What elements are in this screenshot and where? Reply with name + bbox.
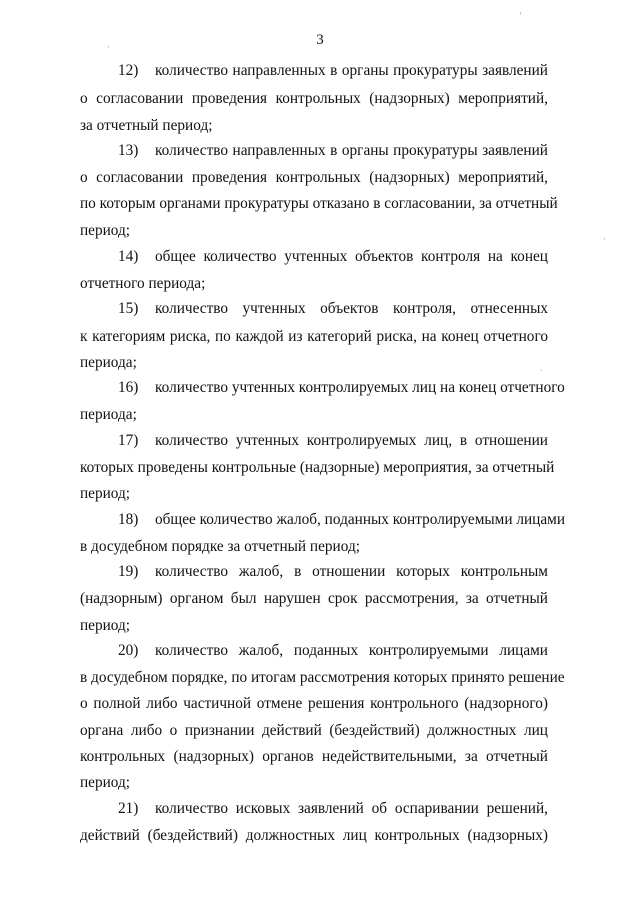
- item-first-line: количество учтенных объектов контроля, отнесенных: [155, 300, 548, 317]
- item-text-line: (надзорным) органом был нарушен срок рассмотрения, за отчетный: [80, 590, 548, 607]
- item-number: 20): [118, 642, 139, 659]
- item-text-line: в досудебном порядке, по итогам рассмотрения которых принято решение: [80, 669, 565, 686]
- item-first-line: количество учтенных контролируемых лиц на конец отчетного: [155, 379, 565, 396]
- item-text-line: в досудебном порядке за отчетный период;: [80, 538, 360, 555]
- item-number: 18): [118, 511, 139, 528]
- item-text-line: за отчетный период;: [80, 117, 213, 134]
- item-first-line: количество жалоб, в отношении которых контрольным: [155, 563, 548, 580]
- item-text-line: периода;: [80, 406, 137, 423]
- item-text-line: органа либо о признании действий (бездействий) должностных лиц: [80, 722, 548, 739]
- item-text-line: о согласовании проведения контрольных (надзорных) мероприятий,: [80, 90, 548, 107]
- item-number: 14): [118, 248, 139, 265]
- item-text-line: период;: [80, 485, 131, 502]
- item-number: 16): [118, 379, 139, 396]
- item-number: 13): [118, 142, 139, 159]
- item-first-line: количество жалоб, поданных контролируемыми лицами: [155, 642, 548, 659]
- page-number: 3: [316, 32, 324, 48]
- item-first-line: количество учтенных контролируемых лиц, в отношении: [155, 432, 548, 449]
- item-text-line: по которым органами прокуратуры отказано в согласовании, за отчетный: [80, 195, 558, 212]
- item-first-line: общее количество учтенных объектов контроля на конец: [155, 248, 548, 265]
- item-text-line: контрольных (надзорных) органов недействительными, за отчетный: [80, 748, 548, 765]
- scan-speck: ·: [540, 366, 543, 375]
- item-first-line: количество исковых заявлений об оспаривании решений,: [155, 800, 548, 817]
- item-first-line: количество направленных в органы прокуратуры заявлений: [155, 62, 548, 79]
- scan-speck: ': [520, 11, 522, 20]
- item-text-line: к категориям риска, по каждой из категорий риска, на конец отчетного: [80, 328, 548, 345]
- item-text-line: о полной либо частичной отмене решения контрольного (надзорного): [80, 695, 548, 712]
- item-text-line: период;: [80, 617, 131, 634]
- item-number: 12): [118, 62, 139, 79]
- scan-speck: ·: [107, 43, 110, 52]
- item-text-line: о согласовании проведения контрольных (надзорных) мероприятий,: [80, 169, 548, 186]
- item-number: 19): [118, 563, 139, 580]
- item-first-line: количество направленных в органы прокуратуры заявлений: [155, 142, 548, 159]
- item-number: 15): [118, 300, 139, 317]
- scan-speck: ·: [603, 235, 606, 244]
- item-number: 17): [118, 432, 139, 449]
- item-text-line: период;: [80, 222, 131, 239]
- item-first-line: общее количество жалоб, поданных контролируемыми лицами: [155, 511, 566, 528]
- item-text-line: периода;: [80, 354, 137, 371]
- item-text-line: действий (бездействий) должностных лиц контрольных (надзорных): [80, 827, 548, 844]
- item-text-line: которых проведены контрольные (надзорные) мероприятия, за отчетный: [80, 459, 555, 476]
- item-text-line: отчетного периода;: [80, 275, 206, 292]
- item-number: 21): [118, 800, 139, 817]
- item-text-line: период;: [80, 774, 131, 791]
